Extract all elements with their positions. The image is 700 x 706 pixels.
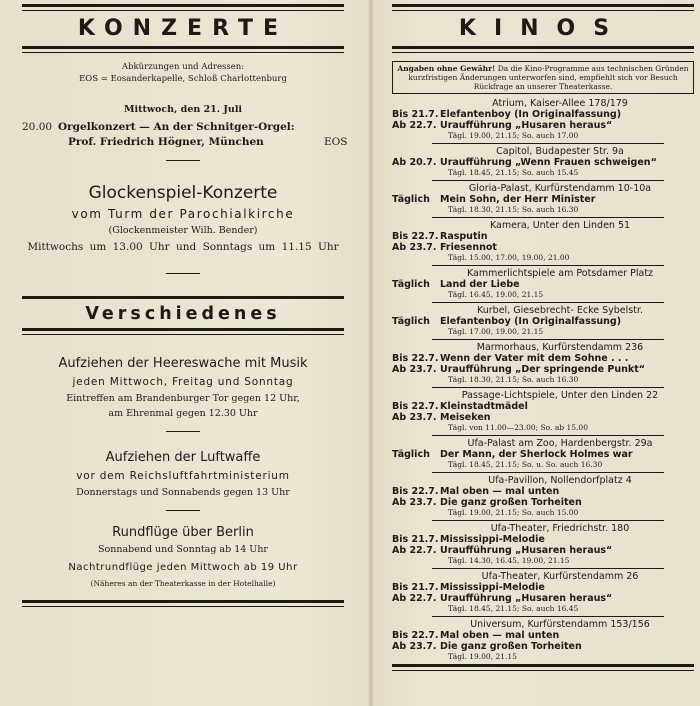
concert-title: Orgelkonzert — An der Schnitger-Orgel: xyxy=(58,121,295,133)
konzerte-rule xyxy=(22,46,344,53)
concert-line xyxy=(22,121,344,133)
showing-date: Ab 23.7. xyxy=(392,641,437,652)
glocken-master: (Glockenmeister Wilh. Bender) xyxy=(108,225,258,236)
cinema-divider xyxy=(432,616,664,617)
cinema-entry xyxy=(392,305,694,340)
left-column xyxy=(22,0,348,706)
showing-row xyxy=(392,641,694,652)
film-title: Mississippi-Melodie xyxy=(440,534,545,545)
concert-performer-line xyxy=(22,136,348,148)
film-title: Kleinstadtmädel xyxy=(440,401,528,412)
showing-times: Tägl. 18.30, 21.15; So. auch 16.30 xyxy=(448,205,579,214)
cinema-name: Kamera, Unter den Linden 51 xyxy=(489,220,631,231)
film-title: Uraufführung „Husaren heraus“ xyxy=(440,545,613,556)
showing-row xyxy=(392,486,694,497)
showing-times: Tägl. 18.45, 21.15; So. u. So. auch 16.30 xyxy=(448,460,603,469)
cinema-name: Marmorhaus, Kurfürstendamm 236 xyxy=(476,342,644,353)
film-title: Mal oben — mal unten xyxy=(440,486,560,497)
kinos-heading: KINOS xyxy=(458,16,628,41)
showing-row xyxy=(392,316,694,327)
showing-date: Ab 22.7. xyxy=(392,120,437,131)
showing-row xyxy=(392,582,694,593)
cinema-divider xyxy=(432,435,664,436)
bottom-rule xyxy=(22,600,344,607)
film-title: Uraufführung „Husaren heraus“ xyxy=(440,593,613,604)
showing-date: Bis 22.7. xyxy=(392,630,439,641)
concert-venue: EOS xyxy=(324,136,348,148)
abbrev-title: Abkürzungen und Adressen: xyxy=(121,62,245,72)
showing-date: Ab 22.7. xyxy=(392,593,437,604)
glocken-times: Mittwochs um 13.00 Uhr und Sonntags um 11.15 Uhr xyxy=(27,241,339,253)
divider xyxy=(166,160,200,161)
concert-date: Mittwoch, den 21. Juli xyxy=(123,104,243,115)
cinema-entry xyxy=(392,438,694,473)
showing-date: Bis 21.7. xyxy=(392,534,439,545)
showing-date: Bis 22.7. xyxy=(392,231,439,242)
page-fold xyxy=(368,0,374,706)
showing-times: Tägl. 19.00, 21.15; So. auch 17.00 xyxy=(448,131,579,140)
konzerte-heading: KONZERTE xyxy=(77,16,289,41)
showing-times: Tägl. 16.45, 19.00, 21.15 xyxy=(448,290,544,299)
showing-date: Ab 23.7. xyxy=(392,497,437,508)
showing-date: Täglich xyxy=(392,194,430,205)
kinos-rule xyxy=(392,46,694,53)
showing-times: Tägl. 18.45, 21.15; So. auch 16.45 xyxy=(448,604,579,613)
film-title: Mississippi-Melodie xyxy=(440,582,545,593)
verschiedenes-rule-top xyxy=(22,296,344,299)
showing-row xyxy=(392,630,694,641)
showing-date: Täglich xyxy=(392,316,430,327)
cinema-name: Ufa-Theater, Kurfürstendamm 26 xyxy=(481,571,639,582)
film-title: Uraufführung „Wenn Frauen schweigen“ xyxy=(440,157,657,168)
abbrev-text: EOS = Eosanderkapelle, Schloß Charlottenburg xyxy=(79,74,287,84)
cinema-entry xyxy=(392,268,694,303)
cinema-entry xyxy=(392,523,694,569)
cinema-divider xyxy=(432,568,664,569)
cinema-entry xyxy=(392,390,694,436)
cinema-divider xyxy=(432,520,664,521)
cinema-divider xyxy=(432,180,664,181)
cinema-name: Ufa-Theater, Friedrichstr. 180 xyxy=(490,523,630,534)
showing-row xyxy=(392,194,694,205)
wache-title: Aufziehen der Heereswache mit Musik xyxy=(58,356,308,371)
wache-line1: Eintreffen am Brandenburger Tor gegen 12 Uhr, xyxy=(66,393,300,404)
divider xyxy=(166,431,200,432)
showing-date: Bis 21.7. xyxy=(392,582,439,593)
showing-date: Täglich xyxy=(392,279,430,290)
rundfluege-line1: Nachtrundflüge jeden Mittwoch ab 19 Uhr xyxy=(68,562,298,573)
concert-time: 20.00 xyxy=(22,121,53,133)
film-title: Uraufführung „Der springende Punkt“ xyxy=(440,364,645,375)
glocken-title: Glockenspiel-Konzerte xyxy=(88,183,278,203)
showing-date: Ab 22.7. xyxy=(392,545,437,556)
cinema-name: Kammerlichtspiele am Potsdamer Platz xyxy=(466,268,654,279)
showing-date: Ab 20.7. xyxy=(392,157,437,168)
showing-row xyxy=(392,412,694,423)
film-title: Elefantenboy (In Originalfassung) xyxy=(440,316,622,327)
right-column xyxy=(392,0,694,706)
showing-row xyxy=(392,157,694,168)
showing-times: Tägl. von 11.00—23.00; So. ab 15.00 xyxy=(448,423,588,432)
cinema-name: Atrium, Kaiser-Allee 178/179 xyxy=(492,98,628,109)
showing-row xyxy=(392,497,694,508)
film-title: Mal oben — mal unten xyxy=(440,630,560,641)
rundfluege-sub: Sonnabend und Sonntag ab 14 Uhr xyxy=(98,544,268,555)
film-title: Land der Liebe xyxy=(440,279,520,290)
cinema-entry xyxy=(392,98,694,144)
showing-row xyxy=(392,242,694,253)
cinema-divider xyxy=(432,387,664,388)
cinema-divider xyxy=(432,302,664,303)
notice-text: Da die Kino-Programme aus technischen Gründen kurzfristigen Änderungen unterworfen sind, empfiehlt sich vor Besuch Rückfrage an unserer Theaterkasse. xyxy=(408,64,689,91)
showing-times: Tägl. 15.00, 17.00, 19.00, 21.00 xyxy=(448,253,570,262)
cinema-name: Passage-Lichtspiele, Unter den Linden 22 xyxy=(461,390,659,401)
film-title: Der Mann, der Sherlock Holmes war xyxy=(440,449,633,460)
showing-row xyxy=(392,120,694,131)
film-title: Friesennot xyxy=(440,242,497,253)
showing-date: Täglich xyxy=(392,449,430,460)
wache-line2: am Ehrenmal gegen 12.30 Uhr xyxy=(108,408,258,419)
verschiedenes-heading: Verschiedenes xyxy=(85,304,281,324)
showing-times: Tägl. 17.00, 19.00, 21.15 xyxy=(448,327,544,336)
film-title: Mein Sohn, der Herr Minister xyxy=(440,194,596,205)
cinema-entry xyxy=(392,220,694,266)
showing-row xyxy=(392,545,694,556)
film-title: Die ganz großen Torheiten xyxy=(440,497,582,508)
showing-date: Bis 22.7. xyxy=(392,401,439,412)
cinema-name: Gloria-Palast, Kurfürstendamm 10-10a xyxy=(468,183,652,194)
showing-row xyxy=(392,353,694,364)
bottom-rule xyxy=(392,664,694,671)
luftwaffe-title: Aufziehen der Luftwaffe xyxy=(105,450,261,465)
divider xyxy=(166,273,200,274)
film-title: Rasputin xyxy=(440,231,488,242)
luftwaffe-sub: vor dem Reichsluftfahrtministerium xyxy=(76,470,290,482)
cinema-divider xyxy=(432,472,664,473)
showing-date: Bis 21.7. xyxy=(392,109,439,120)
cinema-list xyxy=(392,98,694,661)
divider xyxy=(166,510,200,511)
cinema-entry xyxy=(392,342,694,388)
cinema-divider xyxy=(432,143,664,144)
showing-times: Tägl. 18.30, 21.15; So. auch 16.30 xyxy=(448,375,579,384)
showing-row xyxy=(392,534,694,545)
showing-date: Ab 23.7. xyxy=(392,242,437,253)
showing-row xyxy=(392,364,694,375)
concert-performer: Prof. Friedrich Högner, München xyxy=(68,136,264,148)
film-title: Wenn der Vater mit dem Sohne . . . xyxy=(440,353,629,364)
top-rule xyxy=(392,4,694,11)
cinema-entry xyxy=(392,146,694,181)
cinema-name: Ufa-Palast am Zoo, Hardenbergstr. 29a xyxy=(467,438,653,449)
verschiedenes-rule xyxy=(22,328,344,335)
rundfluege-title: Rundflüge über Berlin xyxy=(112,525,254,540)
film-title: Elefantenboy (In Originalfassung) xyxy=(440,109,622,120)
cinema-name: Ufa-Pavillon, Nollendorfplatz 4 xyxy=(488,475,632,486)
showing-row xyxy=(392,109,694,120)
showing-row xyxy=(392,401,694,412)
showing-date: Ab 23.7. xyxy=(392,412,437,423)
cinema-name: Universum, Kurfürstendamm 153/156 xyxy=(470,619,650,630)
cinema-entry xyxy=(392,619,694,661)
cinema-name: Capitol, Budapester Str. 9a xyxy=(496,146,624,157)
film-title: Uraufführung „Husaren heraus“ xyxy=(440,120,613,131)
showing-row xyxy=(392,593,694,604)
showing-row xyxy=(392,449,694,460)
showing-times: Tägl. 14.30, 16.45, 19.00, 21.15 xyxy=(448,556,570,565)
film-title: Die ganz großen Torheiten xyxy=(440,641,582,652)
showing-date: Bis 22.7. xyxy=(392,353,439,364)
notice-bold: Angaben ohne Gewähr! xyxy=(397,64,496,73)
top-rule xyxy=(22,4,344,11)
showing-date: Bis 22.7. xyxy=(392,486,439,497)
glocken-subtitle: vom Turm der Parochialkirche xyxy=(71,207,295,221)
cinema-name: Kurbel, Giesebrecht- Ecke Sybelstr. xyxy=(476,305,643,316)
cinema-entry xyxy=(392,183,694,218)
showing-row xyxy=(392,231,694,242)
cinema-divider xyxy=(432,217,664,218)
showing-times: Tägl. 18.45, 21.15; So. auch 15.45 xyxy=(448,168,579,177)
cinema-divider xyxy=(432,339,664,340)
cinema-entry xyxy=(392,475,694,521)
showing-times: Tägl. 19.00, 21.15 xyxy=(448,652,517,661)
cinema-entry xyxy=(392,571,694,617)
rundfluege-line2: (Näheres an der Theaterkasse in der Hotelhalle) xyxy=(90,579,276,588)
wache-sub: jeden Mittwoch, Freitag und Sonntag xyxy=(72,376,294,388)
notice-box xyxy=(392,61,694,94)
showing-row xyxy=(392,279,694,290)
cinema-divider xyxy=(432,265,664,266)
film-title: Meiseken xyxy=(440,412,491,423)
showing-date: Ab 23.7. xyxy=(392,364,437,375)
luftwaffe-line1: Donnerstags und Sonnabends gegen 13 Uhr xyxy=(76,487,290,498)
showing-times: Tägl. 19.00, 21.15; So. auch 15.00 xyxy=(448,508,579,517)
